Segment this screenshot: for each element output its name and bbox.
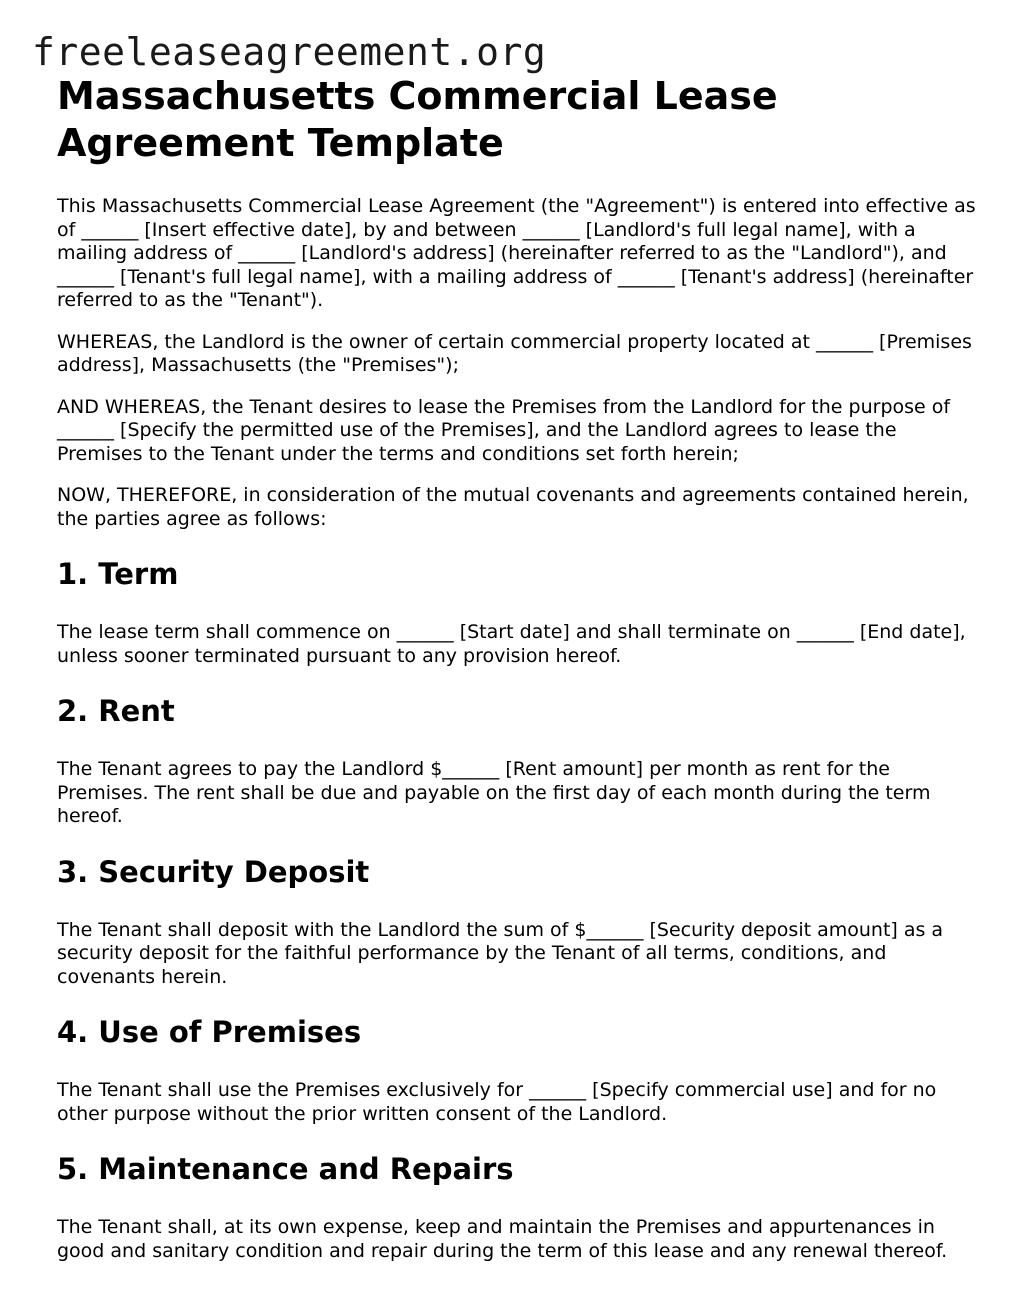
document-title: Massachusetts Commercial Lease Agreement Template [57, 74, 778, 165]
section-heading-security-deposit: 3. Security Deposit [57, 854, 370, 889]
section-heading-use-of-premises: 4. Use of Premises [57, 1015, 362, 1049]
intro-paragraph: This Massachusetts Commercial Lease Agreement (the "Agreement") is entered into effective as of ______ [Insert effective date], by and between ______ [Landlord's full legal name], with a mailing address of ______ [Landlord's address] (hereinafter referred to as the "Landlord"), and ______ [Tenant's full legal name], with a mailing address of ______ [Tenant's address] (hereinafter referred to as the "Tenant"). [57, 195, 976, 311]
section-body-security-deposit: The Tenant shall deposit with the Landlord the sum of $______ [Security deposit amount] as a security deposit for the faithful performance by the Tenant of all terms, conditions, and covenants herein. [57, 918, 944, 988]
site-watermark: freeleaseagreement.org [32, 30, 547, 74]
whereas-paragraph: WHEREAS, the Landlord is the owner of certain commercial property located at ______ [Premises address], Massachusetts (the "Premises"); [57, 330, 972, 376]
and-whereas-paragraph: AND WHEREAS, the Tenant desires to lease the Premises from the Landlord for the purpose of ______ [Specify the permitted use of the Premises], and the Landlord agrees to lease the Premises to the Tenant under the terms and conditions set forth herein; [57, 395, 951, 465]
section-body-maintenance: The Tenant shall, at its own expense, keep and maintain the Premises and appurtenances in good and sanitary condition and repair during the term of this lease and any renewal thereof. [57, 1216, 948, 1262]
document-body [57, 73, 977, 1281]
now-therefore-paragraph: NOW, THEREFORE, in consideration of the mutual covenants and agreements contained herein, the parties agree as follows: [57, 484, 969, 530]
section-body-term: The lease term shall commence on ______ [Start date] and shall terminate on ______ [End date], unless sooner terminated pursuant to any provision hereof. [57, 621, 966, 667]
section-heading-rent: 2. Rent [57, 694, 175, 728]
section-body-use-of-premises: The Tenant shall use the Premises exclusively for ______ [Specify commercial use] and for no other purpose without the prior written consent of the Landlord. [57, 1079, 937, 1125]
section-body-rent: The Tenant agrees to pay the Landlord $______ [Rent amount] per month as rent for the Premises. The rent shall be due and payable on the first day of each month during the term hereof. [57, 758, 931, 827]
section-heading-term: 1. Term [57, 557, 179, 591]
section-heading-maintenance: 5. Maintenance and Repairs [57, 1152, 514, 1186]
